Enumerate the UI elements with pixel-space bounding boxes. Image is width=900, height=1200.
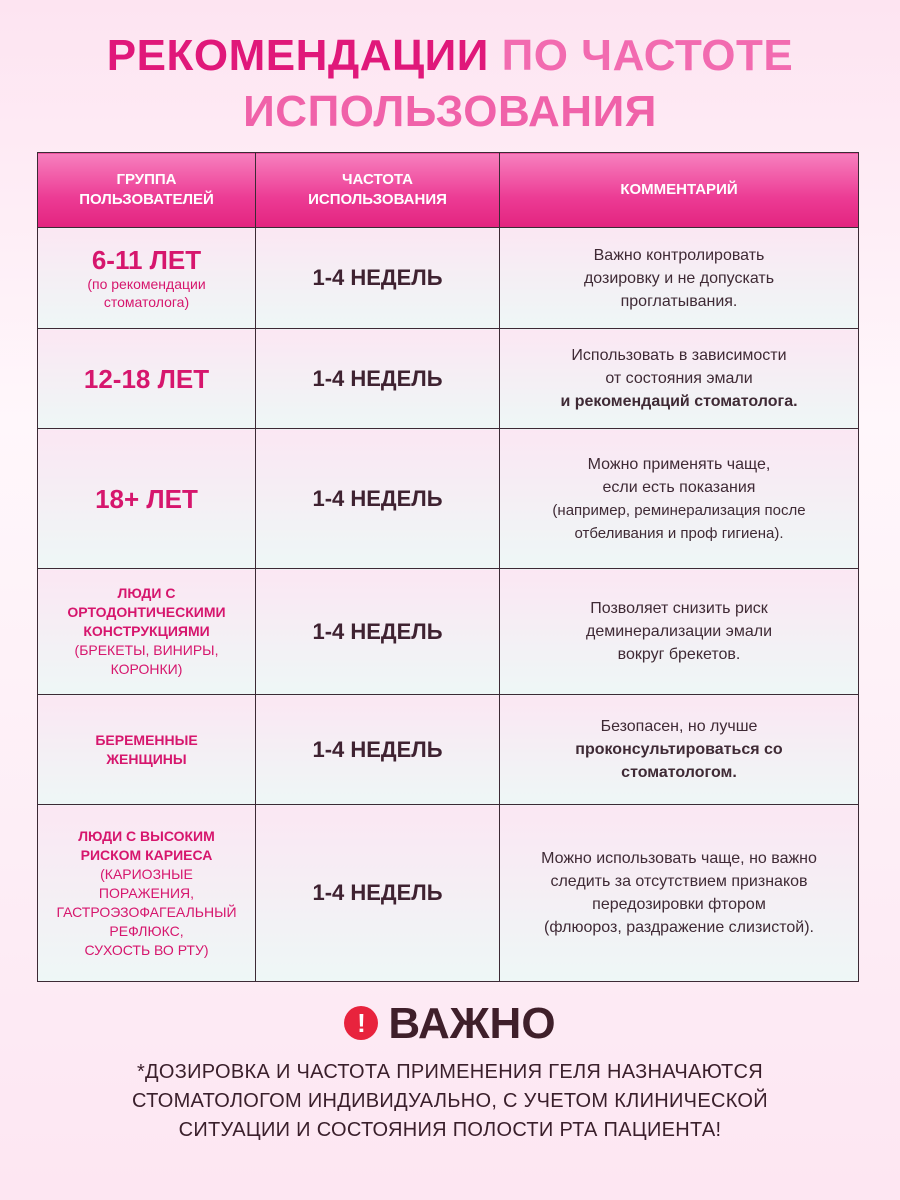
frequency-cell bbox=[256, 329, 500, 429]
group-cell bbox=[38, 329, 256, 429]
group-note: РЕФЛЮКС, bbox=[109, 922, 184, 939]
title-part-1: РЕКОМЕНДАЦИИ bbox=[106, 31, 489, 80]
table-header-row bbox=[38, 153, 859, 228]
header-frequency-line-2: ИСПОЛЬЗОВАНИЯ bbox=[308, 191, 447, 208]
frequency-cell bbox=[256, 228, 500, 329]
group-cell bbox=[38, 228, 256, 329]
group-label: 12-18 ЛЕТ bbox=[83, 363, 210, 394]
note-line: СТОМАТОЛОГОМ ИНДИВИДУАЛЬНО, С УЧЕТОМ КЛИНИЧЕСКОЙ bbox=[132, 1090, 768, 1112]
group-label: ЛЮДИ С ВЫСОКИМ bbox=[78, 827, 215, 844]
comment-line: Важно контролировать bbox=[593, 246, 765, 264]
frequency-value: 1-4 НЕДЕЛЬ bbox=[312, 485, 443, 511]
group-label: БЕРЕМЕННЫЕ bbox=[95, 731, 198, 748]
group-label: 6-11 ЛЕТ bbox=[91, 245, 202, 275]
important-heading bbox=[0, 998, 900, 1050]
group-label: 18+ ЛЕТ bbox=[95, 483, 198, 514]
table-row bbox=[38, 569, 859, 695]
comment-line: и рекомендаций стоматолога. bbox=[560, 393, 798, 410]
header-frequency-line-1: ЧАСТОТА bbox=[342, 171, 413, 188]
frequency-value: 1-4 НЕДЕЛЬ bbox=[312, 265, 443, 290]
comment-line: отбеливания и проф гигиена). bbox=[574, 524, 784, 542]
group-note: КОРОНКИ) bbox=[110, 661, 183, 677]
group-note: (КАРИОЗНЫЕ bbox=[100, 865, 193, 882]
comment-line: Можно использовать чаще, но важно bbox=[541, 850, 817, 867]
group-cell bbox=[38, 569, 256, 695]
title-part-2: ПО ЧАСТОТЕ bbox=[501, 31, 794, 80]
frequency-cell bbox=[256, 569, 500, 695]
note-line: *ДОЗИРОВКА И ЧАСТОТА ПРИМЕНЕНИЯ ГЕЛЯ НАЗНАЧАЮТСЯ bbox=[136, 1061, 764, 1083]
comment-line: Безопасен, но лучше bbox=[600, 718, 758, 735]
frequency-value: 1-4 НЕДЕЛЬ bbox=[312, 618, 443, 644]
group-cell bbox=[38, 805, 256, 982]
important-label: ВАЖНО bbox=[388, 999, 556, 1048]
comment-line: (флюороз, раздражение слизистой). bbox=[544, 919, 814, 936]
page-title bbox=[0, 28, 900, 140]
table-row bbox=[38, 228, 859, 329]
table-row bbox=[38, 805, 859, 982]
comment-line: следить за отсутствием признаков bbox=[550, 873, 808, 890]
frequency-value: 1-4 НЕДЕЛЬ bbox=[312, 736, 443, 762]
frequency-value: 1-4 НЕДЕЛЬ bbox=[312, 880, 443, 905]
important-note bbox=[0, 1058, 900, 1145]
group-cell bbox=[38, 695, 256, 805]
frequency-cell bbox=[256, 805, 500, 982]
comment-cell bbox=[500, 228, 859, 329]
comment-line: (например, реминерализация после bbox=[552, 501, 806, 519]
header-group bbox=[38, 153, 256, 228]
table-row bbox=[38, 429, 859, 569]
group-label: ЛЮДИ С bbox=[117, 585, 176, 601]
group-label: ОРТОДОНТИЧЕСКИМИ bbox=[67, 604, 226, 620]
group-label: КОНСТРУКЦИЯМИ bbox=[83, 623, 210, 639]
comment-line: деминерализации эмали bbox=[585, 623, 773, 640]
comment-line: Использовать в зависимости bbox=[571, 347, 787, 364]
header-group-line-2: ПОЛЬЗОВАТЕЛЕЙ bbox=[79, 191, 214, 208]
comment-line: если есть показания bbox=[602, 478, 756, 496]
header-frequency bbox=[256, 153, 500, 228]
comment-line: от состояния эмали bbox=[605, 370, 753, 387]
group-note: ПОРАЖЕНИЯ, bbox=[98, 884, 195, 901]
group-cell bbox=[38, 429, 256, 569]
table-row bbox=[38, 695, 859, 805]
comment-line: вокруг брекетов. bbox=[617, 646, 741, 663]
frequency-value: 1-4 НЕДЕЛЬ bbox=[312, 365, 443, 391]
comment-line: дозировку и не допускать bbox=[583, 269, 775, 287]
header-comment: КОММЕНТАРИЙ bbox=[500, 153, 859, 228]
recommendations-table bbox=[37, 152, 859, 982]
comment-cell bbox=[500, 429, 859, 569]
comment-line: проконсультироваться со bbox=[575, 741, 783, 758]
title-line-1 bbox=[0, 28, 900, 84]
comment-cell bbox=[500, 695, 859, 805]
table-row bbox=[38, 329, 859, 429]
group-note: (по рекомендации bbox=[87, 276, 206, 292]
group-label: ЖЕНЩИНЫ bbox=[106, 750, 187, 767]
comment-line: стоматологом. bbox=[621, 764, 737, 781]
frequency-cell bbox=[256, 429, 500, 569]
group-note: (БРЕКЕТЫ, ВИНИРЫ, bbox=[74, 642, 219, 658]
group-label: РИСКОМ КАРИЕСА bbox=[80, 846, 213, 863]
comment-line: передозировки фтором bbox=[592, 896, 766, 913]
title-line-2: ИСПОЛЬЗОВАНИЯ bbox=[243, 87, 657, 136]
comment-line: Можно применять чаще, bbox=[587, 455, 771, 473]
group-note: СУХОСТЬ ВО РТУ) bbox=[84, 941, 209, 958]
exclamation-circle-icon: ! bbox=[344, 1006, 378, 1040]
comment-cell bbox=[500, 805, 859, 982]
header-group-line-1: ГРУППА bbox=[116, 171, 177, 188]
group-note: стоматолога) bbox=[103, 294, 190, 310]
comment-line: проглатывания. bbox=[620, 292, 738, 310]
comment-cell bbox=[500, 569, 859, 695]
group-note: ГАСТРОЭЗОФАГЕАЛЬНЫЙ bbox=[56, 903, 237, 920]
frequency-cell bbox=[256, 695, 500, 805]
note-line: СИТУАЦИИ И СОСТОЯНИЯ ПОЛОСТИ РТА ПАЦИЕНТА! bbox=[178, 1119, 722, 1141]
comment-cell bbox=[500, 329, 859, 429]
comment-line: Позволяет снизить риск bbox=[590, 600, 768, 617]
